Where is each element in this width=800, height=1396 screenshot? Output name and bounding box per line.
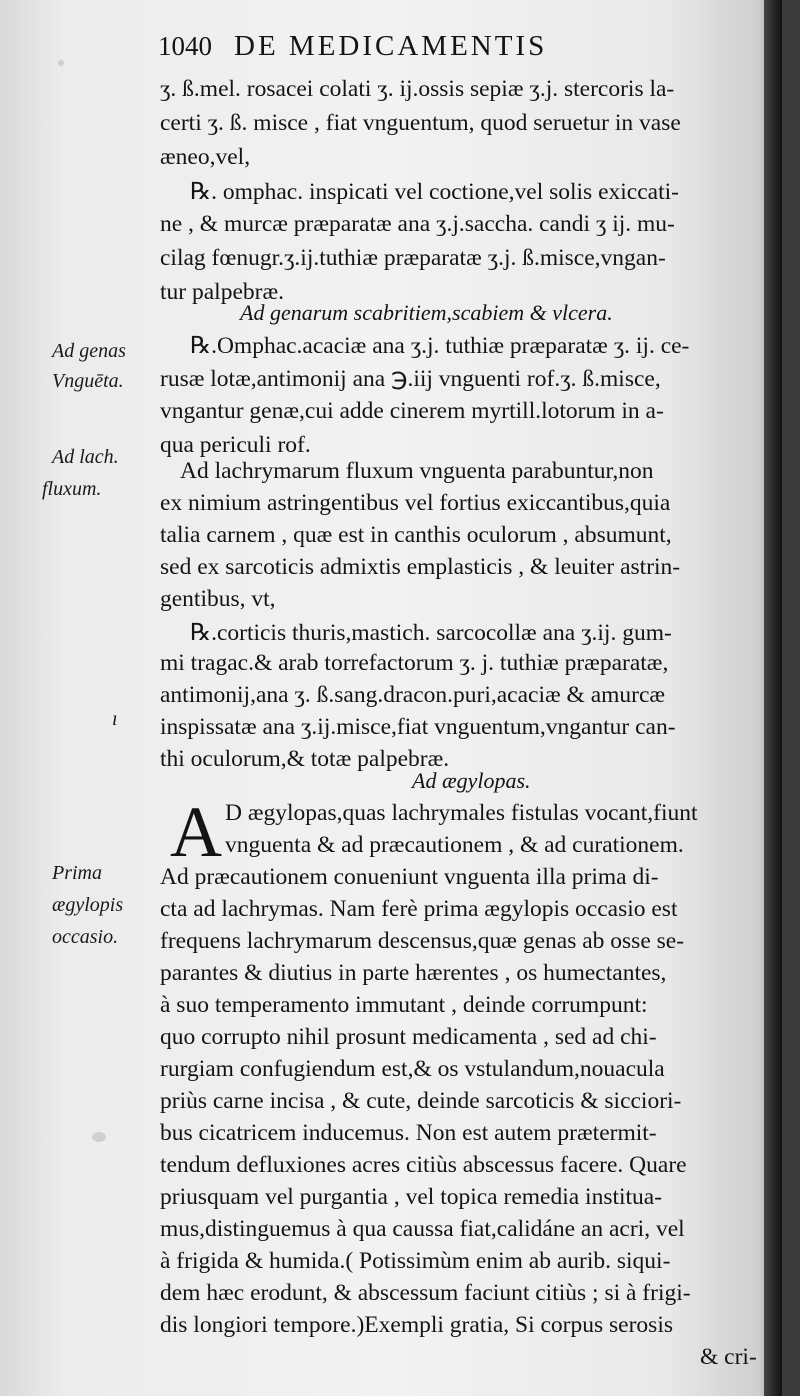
paper-speck (58, 60, 64, 66)
body-line: D ægylopas,quas lachrymales fistulas vocant,fiunt (225, 800, 698, 826)
body-line: antimonij,ana ʒ. ß.sang.dracon.puri,acaciæ & amurcæ (160, 682, 666, 708)
body-line: thi oculorum,& totæ palpebræ. (160, 746, 450, 772)
body-line: ne , & murcæ præparatæ ana ʒ.j.saccha. candi ʒ ij. mu- (160, 211, 675, 237)
body-line: quo corrupto nihil prosunt medicamenta , sed ad chi- (160, 1024, 657, 1050)
body-line: inspissatæ ana ʒ.ij.misce,fiat vnguentum,vngantur can- (160, 714, 676, 740)
margin-note-genas-1: Ad genas (52, 340, 126, 362)
body-line: à suo temperamento immutant , deinde corrumpunt: (160, 992, 648, 1018)
body-line: dem hæc erodunt, & abscessum faciunt citiùs ; si à frigi- (160, 1280, 691, 1306)
body-line: certi ʒ. ß. misce , fiat vnguentum, quod seruetur in vase (160, 110, 681, 136)
body-line: priùs carne incisa , & cute, deinde sarcoticis & sicciori- (160, 1088, 682, 1114)
body-line: dis longiori tempore.)Exempli gratia, Si corpus serosis (160, 1312, 673, 1338)
running-title: DE MEDICAMENTIS (234, 30, 548, 62)
margin-note-agylops-1: Prima (52, 862, 102, 884)
section-heading: Ad genarum scabritiem,scabiem & vlcera. (240, 300, 613, 325)
body-line: æneo,vel, (160, 144, 251, 170)
body-line: vnguenta & ad præcautionem , & ad curationem. (225, 832, 684, 858)
body-line: qua periculi rof. (160, 432, 311, 458)
body-line: Ad præcautionem conueniunt vnguenta illa prima di- (160, 864, 659, 890)
margin-note-genas-2: Vnguēta. (52, 370, 124, 392)
body-line: ʒ. ß.mel. rosacei colati ʒ. ij.ossis sepiæ ʒ.j. stercoris la- (160, 76, 675, 102)
margin-note-lach-2: fluxum. (42, 478, 102, 500)
margin-note-agylops-3: occasio. (52, 926, 119, 948)
body-line: cta ad lachrymas. Nam ferè prima ægylopis occasio est (160, 896, 678, 922)
body-line: rusæ lotæ,antimonij ana ℈.iij vnguenti rof.ʒ. ß.misce, (160, 366, 661, 392)
body-line: frequens lachrymarum descensus,quæ genas ab osse se- (160, 928, 685, 954)
body-line: tur palpebræ. (160, 279, 284, 305)
body-line: ℞.Omphac.acaciæ ana ʒ.j. tuthiæ præparatæ ʒ. ij. ce- (190, 333, 690, 359)
body-line: rurgiam confugiendum est,& os vstulandum,nouacula (160, 1056, 665, 1082)
paper-speck (92, 1132, 106, 1142)
body-line: tendum defluxiones acres citiùs abscessus facere. Quare (160, 1152, 687, 1178)
body-line: vngantur genæ,cui adde cinerem myrtill.lotorum in a- (160, 398, 664, 424)
body-line: cilag fœnugr.ʒ.ij.tuthiæ præparatæ ʒ.j. ß.misce,vngan- (160, 245, 666, 271)
body-line: Ad lachrymarum fluxum vnguenta parabuntur,non (180, 458, 654, 484)
body-line: priusquam vel purgantia , vel topica remedia institua- (160, 1184, 663, 1210)
body-line: ℞.corticis thuris,mastich. sarcocollæ ana ʒ.ij. gum- (190, 620, 672, 646)
body-line: mus,distinguemus à qua caussa fiat,calidáne an acri, vel (160, 1216, 685, 1242)
margin-note-lach-1: Ad lach. (52, 446, 119, 468)
body-line: talia carnem , quæ est in canthis oculorum , absumunt, (160, 522, 672, 548)
section-heading: Ad ægylopas. (412, 768, 531, 793)
body-line: mi tragac.& arab torrefactorum ʒ. j. tuthiæ præparatæ, (160, 650, 669, 676)
body-line: ex nimium astringentibus vel fortius exiccantibus,quia (160, 490, 671, 516)
margin-tick-mark: ı (112, 708, 118, 730)
page-number: 1040 (158, 31, 212, 61)
body-line: gentibus, vt, (160, 586, 276, 612)
body-line: bus cicatricem inducemus. Non est autem prætermit- (160, 1120, 657, 1146)
body-line: à frigida & humida.( Potissimùm enim ab aurib. siqui- (160, 1248, 671, 1274)
body-line: ℞. omphac. inspicati vel coctione,vel solis exiccati- (190, 179, 679, 205)
margin-note-agylops-2: ægylopis (52, 894, 124, 916)
body-line: parantes & diutius in parte hærentes , os humectantes, (160, 960, 667, 986)
body-line: sed ex sarcoticis admixtis emplasticis , & leuiter astrin- (160, 554, 681, 580)
page-gutter-shadow (764, 0, 782, 1396)
drop-cap: A (170, 792, 222, 872)
catchword: & cri- (700, 1344, 757, 1370)
running-header (158, 30, 547, 63)
